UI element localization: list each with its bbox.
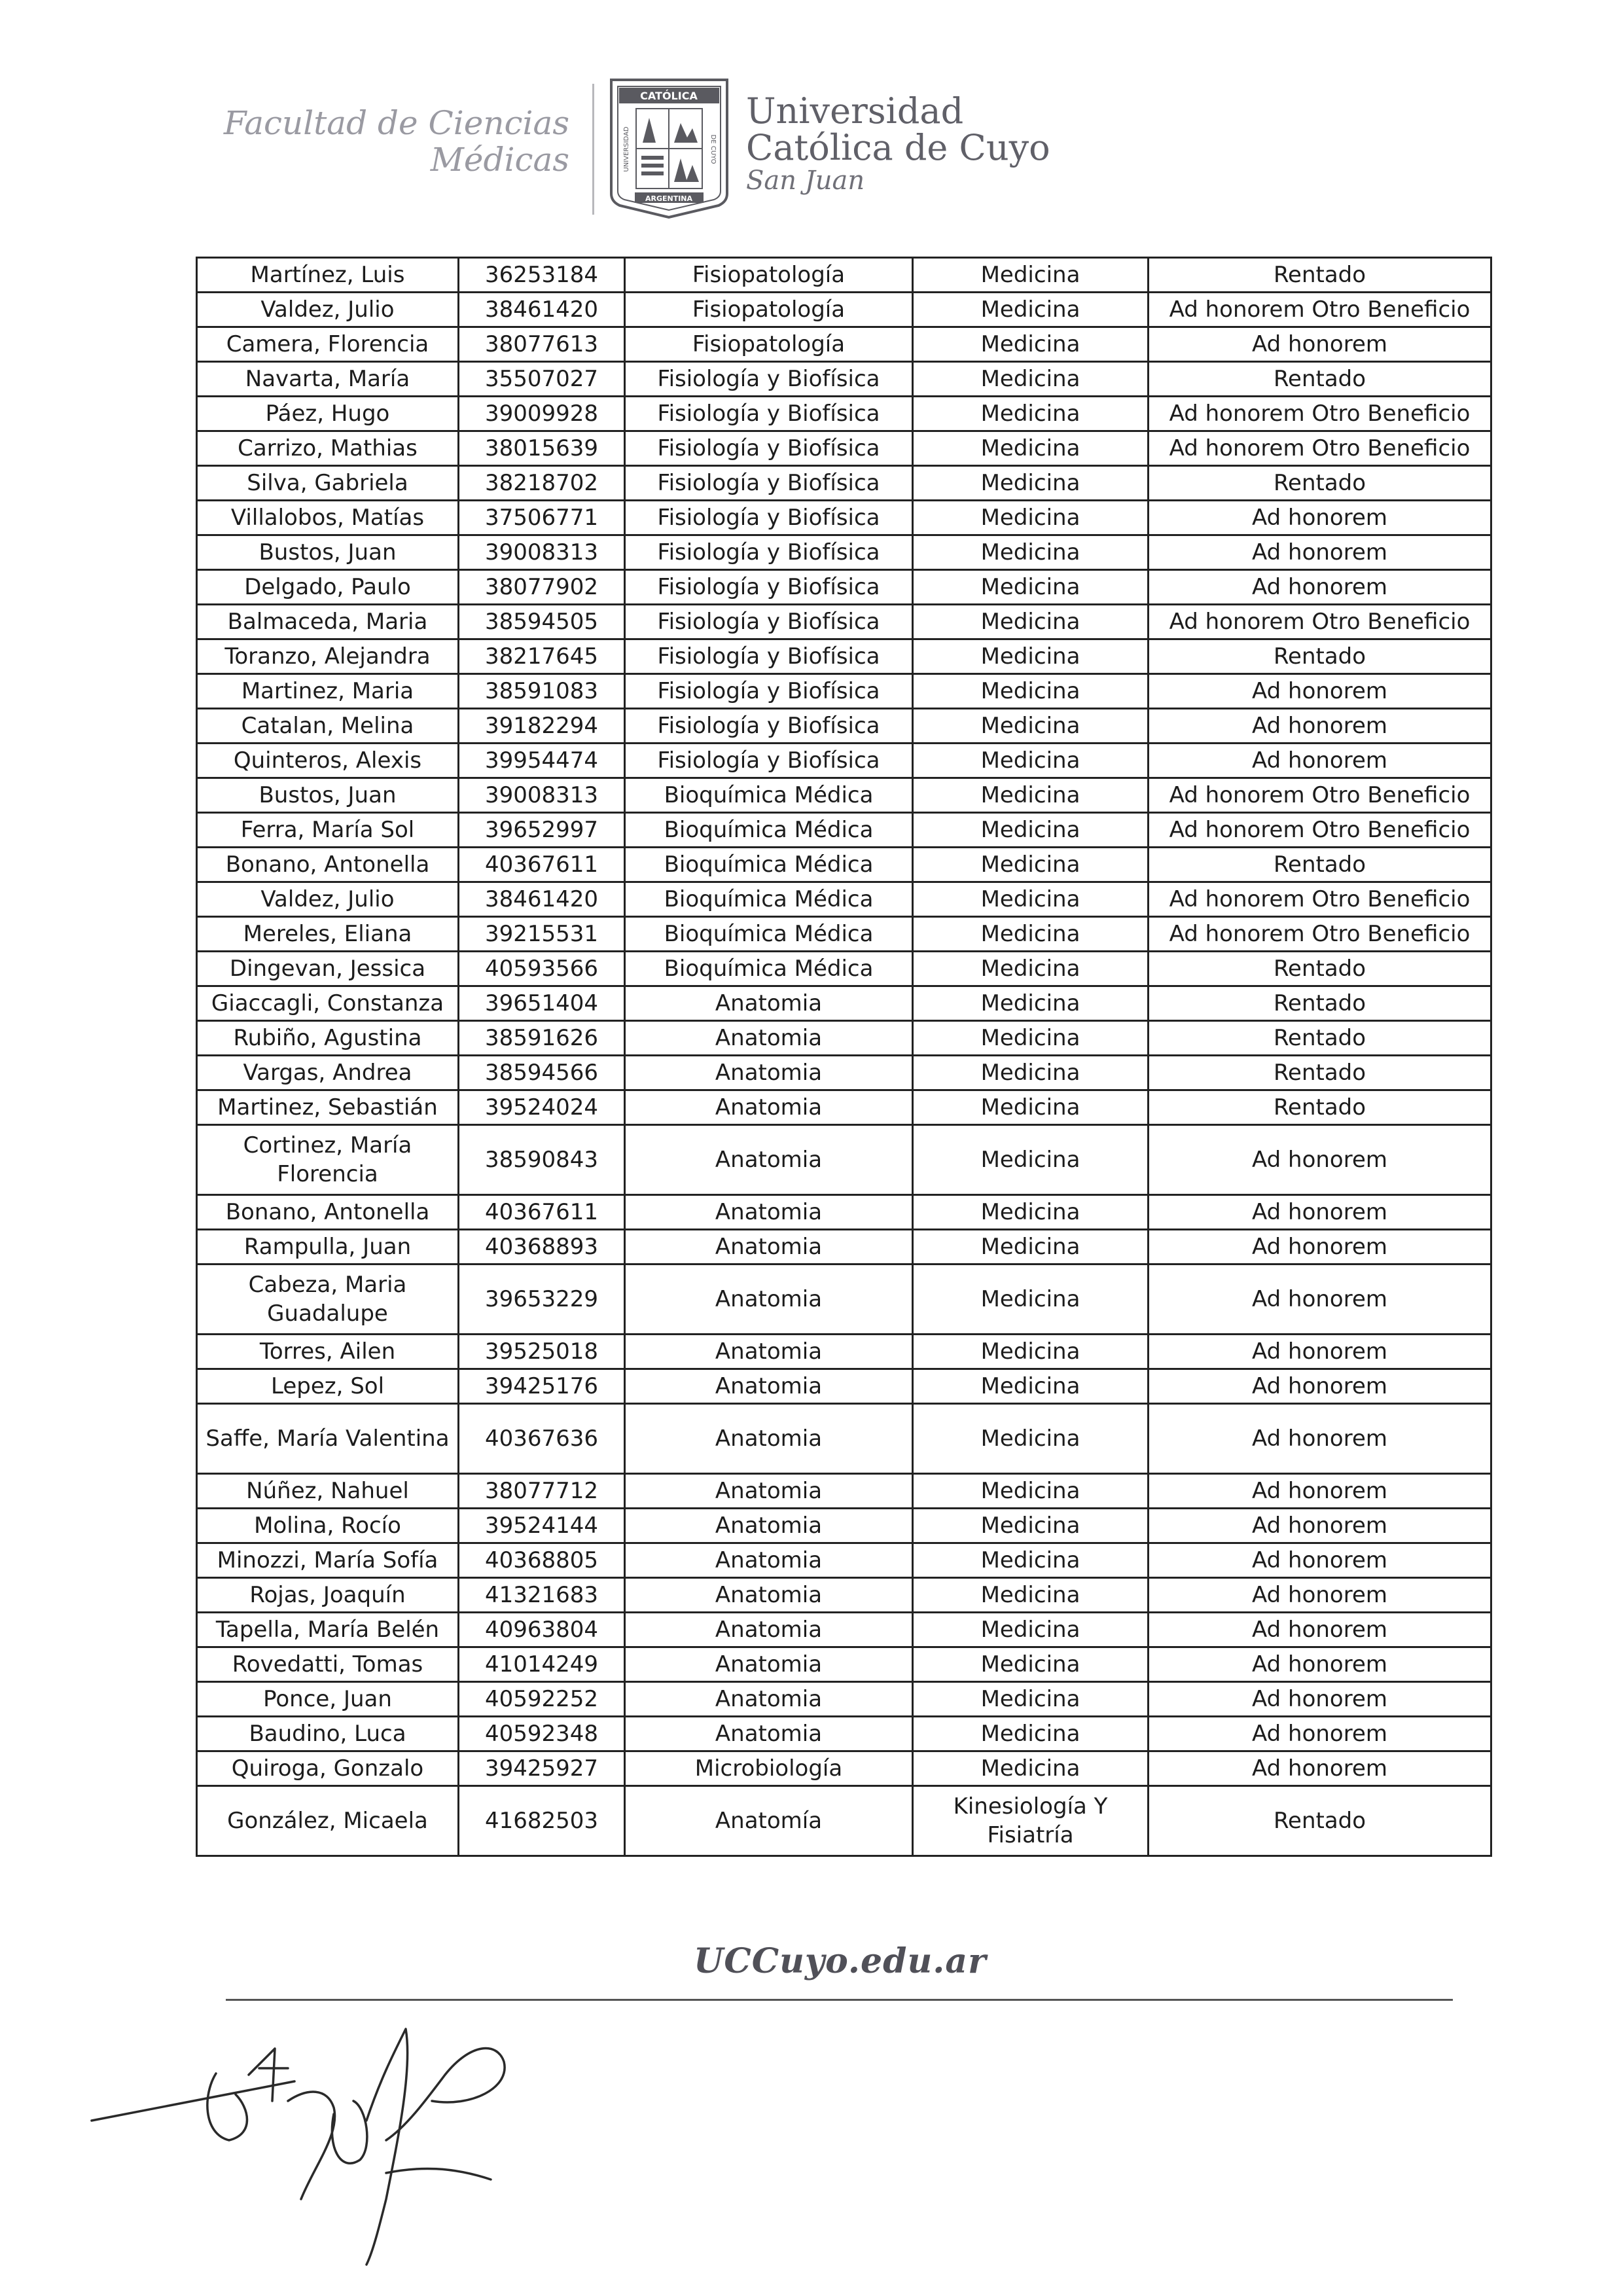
cell-career: Medicina bbox=[913, 1474, 1149, 1509]
cell-status: Rentado bbox=[1149, 1786, 1491, 1856]
cell-dni: 38077712 bbox=[459, 1474, 625, 1509]
cell-name: Mereles, Eliana bbox=[197, 917, 459, 952]
table-row bbox=[197, 1056, 1491, 1090]
cell-career: Medicina bbox=[913, 1717, 1149, 1751]
cell-career: Medicina bbox=[913, 535, 1149, 570]
table-row bbox=[197, 1090, 1491, 1125]
cell-career: Medicina bbox=[913, 1125, 1149, 1195]
crest-text-left: UNIVERSIDAD bbox=[623, 126, 630, 172]
university-name-line1: Universidad bbox=[746, 90, 964, 132]
cell-name: Rubiño, Agustina bbox=[197, 1021, 459, 1056]
cell-status: Rentado bbox=[1149, 466, 1491, 501]
cell-status: Ad honorem bbox=[1149, 1474, 1491, 1509]
cell-dni: 40367636 bbox=[459, 1404, 625, 1474]
table-row bbox=[197, 882, 1491, 917]
cell-subject: Fisiología y Biofísica bbox=[625, 501, 913, 535]
cell-name: Navarta, María bbox=[197, 362, 459, 397]
cell-status: Ad honorem bbox=[1149, 1509, 1491, 1543]
cell-status: Rentado bbox=[1149, 1056, 1491, 1090]
cell-status: Ad honorem bbox=[1149, 1717, 1491, 1751]
cell-dni: 40592348 bbox=[459, 1717, 625, 1751]
faculty-name-line2: Médicas bbox=[430, 141, 569, 179]
cell-status: Rentado bbox=[1149, 986, 1491, 1021]
cell-status: Ad honorem Otro Beneficio bbox=[1149, 778, 1491, 813]
cell-name: Cortinez, María Florencia bbox=[197, 1125, 459, 1195]
table-row bbox=[197, 466, 1491, 501]
faculty-name bbox=[223, 105, 569, 178]
cell-career: Medicina bbox=[913, 605, 1149, 639]
cell-name: Núñez, Nahuel bbox=[197, 1474, 459, 1509]
cell-name: Balmaceda, Maria bbox=[197, 605, 459, 639]
table-row bbox=[197, 639, 1491, 674]
cell-career: Medicina bbox=[913, 431, 1149, 466]
cell-dni: 38218702 bbox=[459, 466, 625, 501]
cell-subject: Microbiología bbox=[625, 1751, 913, 1786]
cell-dni: 39524144 bbox=[459, 1509, 625, 1543]
cell-subject: Fisiología y Biofísica bbox=[625, 605, 913, 639]
cell-status: Rentado bbox=[1149, 258, 1491, 293]
table-row bbox=[197, 1509, 1491, 1543]
cell-career: Medicina bbox=[913, 674, 1149, 709]
cell-subject: Anatomia bbox=[625, 1509, 913, 1543]
cell-career: Medicina bbox=[913, 501, 1149, 535]
cell-subject: Anatomia bbox=[625, 1578, 913, 1613]
cell-subject: Anatomia bbox=[625, 1265, 913, 1335]
table-row bbox=[197, 1543, 1491, 1578]
cell-subject: Anatomia bbox=[625, 1369, 913, 1404]
cell-status: Ad honorem bbox=[1149, 1682, 1491, 1717]
table-row bbox=[197, 327, 1491, 362]
cell-dni: 39525018 bbox=[459, 1335, 625, 1369]
cell-career: Medicina bbox=[913, 466, 1149, 501]
cell-dni: 38594566 bbox=[459, 1056, 625, 1090]
cell-status: Ad honorem bbox=[1149, 1647, 1491, 1682]
university-city: San Juan bbox=[746, 166, 865, 196]
cell-name: Delgado, Paulo bbox=[197, 570, 459, 605]
cell-status: Ad honorem bbox=[1149, 535, 1491, 570]
table-row bbox=[197, 1335, 1491, 1369]
cell-career: Medicina bbox=[913, 258, 1149, 293]
cell-dni: 39008313 bbox=[459, 778, 625, 813]
cell-name: Valdez, Julio bbox=[197, 293, 459, 327]
cell-career: Medicina bbox=[913, 1369, 1149, 1404]
table-row bbox=[197, 1125, 1491, 1195]
cell-name: Toranzo, Alejandra bbox=[197, 639, 459, 674]
cell-dni: 39425176 bbox=[459, 1369, 625, 1404]
cell-career: Medicina bbox=[913, 709, 1149, 744]
cell-subject: Fisiopatología bbox=[625, 293, 913, 327]
cell-dni: 37506771 bbox=[459, 501, 625, 535]
cell-name: Bonano, Antonella bbox=[197, 848, 459, 882]
footer-divider bbox=[226, 1999, 1453, 2001]
cell-subject: Fisiología y Biofísica bbox=[625, 466, 913, 501]
table-row bbox=[197, 674, 1491, 709]
cell-status: Ad honorem Otro Beneficio bbox=[1149, 605, 1491, 639]
table-row bbox=[197, 986, 1491, 1021]
table-row bbox=[197, 1647, 1491, 1682]
cell-subject: Anatomia bbox=[625, 1474, 913, 1509]
handwritten-signature bbox=[79, 2003, 602, 2278]
table-row bbox=[197, 1578, 1491, 1613]
cell-name: Ponce, Juan bbox=[197, 1682, 459, 1717]
cell-subject: Fisiología y Biofísica bbox=[625, 397, 913, 431]
table-row bbox=[197, 605, 1491, 639]
cell-subject: Anatomia bbox=[625, 1021, 913, 1056]
cell-dni: 39009928 bbox=[459, 397, 625, 431]
cell-subject: Anatomia bbox=[625, 1195, 913, 1230]
cell-name: Camera, Florencia bbox=[197, 327, 459, 362]
cell-dni: 39182294 bbox=[459, 709, 625, 744]
table-row bbox=[197, 813, 1491, 848]
cell-dni: 39215531 bbox=[459, 917, 625, 952]
cell-name: Páez, Hugo bbox=[197, 397, 459, 431]
cell-career: Medicina bbox=[913, 778, 1149, 813]
cell-career: Medicina bbox=[913, 1265, 1149, 1335]
staff-table-body bbox=[197, 258, 1491, 1856]
table-row bbox=[197, 293, 1491, 327]
cell-career: Medicina bbox=[913, 1404, 1149, 1474]
cell-dni: 38594505 bbox=[459, 605, 625, 639]
cell-dni: 38590843 bbox=[459, 1125, 625, 1195]
cell-subject: Fisiología y Biofísica bbox=[625, 744, 913, 778]
faculty-name-line1: Facultad de Ciencias bbox=[223, 104, 569, 142]
crest-text-bottom: ARGENTINA bbox=[645, 194, 693, 203]
cell-subject: Fisiología y Biofísica bbox=[625, 674, 913, 709]
cell-status: Ad honorem bbox=[1149, 1125, 1491, 1195]
cell-status: Ad honorem bbox=[1149, 1369, 1491, 1404]
table-row bbox=[197, 778, 1491, 813]
cell-dni: 39954474 bbox=[459, 744, 625, 778]
cell-dni: 39008313 bbox=[459, 535, 625, 570]
cell-career: Medicina bbox=[913, 1090, 1149, 1125]
crest-text-right: DE CUYO bbox=[709, 134, 717, 164]
cell-subject: Anatomia bbox=[625, 1056, 913, 1090]
cell-dni: 39425927 bbox=[459, 1751, 625, 1786]
cell-career: Medicina bbox=[913, 293, 1149, 327]
cell-status: Ad honorem bbox=[1149, 501, 1491, 535]
cell-subject: Bioquímica Médica bbox=[625, 952, 913, 986]
cell-career: Medicina bbox=[913, 1578, 1149, 1613]
table-row bbox=[197, 917, 1491, 952]
cell-status: Rentado bbox=[1149, 952, 1491, 986]
cell-name: Martínez, Luis bbox=[197, 258, 459, 293]
cell-name: González, Micaela bbox=[197, 1786, 459, 1856]
cell-status: Ad honorem bbox=[1149, 1195, 1491, 1230]
cell-dni: 38461420 bbox=[459, 882, 625, 917]
cell-subject: Fisiología y Biofísica bbox=[625, 431, 913, 466]
cell-name: Martinez, Sebastián bbox=[197, 1090, 459, 1125]
table-row bbox=[197, 1230, 1491, 1265]
cell-name: Carrizo, Mathias bbox=[197, 431, 459, 466]
table-row bbox=[197, 848, 1491, 882]
cell-status: Rentado bbox=[1149, 1090, 1491, 1125]
table-row bbox=[197, 1404, 1491, 1474]
staff-table bbox=[196, 257, 1492, 1857]
cell-subject: Fisiología y Biofísica bbox=[625, 570, 913, 605]
cell-dni: 39524024 bbox=[459, 1090, 625, 1125]
cell-subject: Bioquímica Médica bbox=[625, 848, 913, 882]
cell-dni: 40368893 bbox=[459, 1230, 625, 1265]
cell-dni: 40592252 bbox=[459, 1682, 625, 1717]
cell-name: Catalan, Melina bbox=[197, 709, 459, 744]
table-row bbox=[197, 1682, 1491, 1717]
cell-subject: Bioquímica Médica bbox=[625, 813, 913, 848]
cell-subject: Anatomia bbox=[625, 1230, 913, 1265]
cell-career: Medicina bbox=[913, 1056, 1149, 1090]
cell-dni: 38591083 bbox=[459, 674, 625, 709]
table-row bbox=[197, 1786, 1491, 1856]
table-row bbox=[197, 1195, 1491, 1230]
cell-career: Medicina bbox=[913, 1335, 1149, 1369]
header-divider bbox=[592, 84, 594, 215]
cell-status: Ad honorem bbox=[1149, 1265, 1491, 1335]
university-crest-icon bbox=[609, 77, 730, 220]
cell-subject: Anatomia bbox=[625, 1404, 913, 1474]
cell-subject: Bioquímica Médica bbox=[625, 917, 913, 952]
table-row bbox=[197, 570, 1491, 605]
cell-career: Medicina bbox=[913, 917, 1149, 952]
cell-career: Medicina bbox=[913, 882, 1149, 917]
cell-dni: 41682503 bbox=[459, 1786, 625, 1856]
cell-career: Medicina bbox=[913, 813, 1149, 848]
cell-subject: Fisiología y Biofísica bbox=[625, 362, 913, 397]
cell-subject: Fisiología y Biofísica bbox=[625, 639, 913, 674]
table-row bbox=[197, 744, 1491, 778]
cell-subject: Anatomia bbox=[625, 1543, 913, 1578]
cell-name: Molina, Rocío bbox=[197, 1509, 459, 1543]
cell-subject: Fisiología y Biofísica bbox=[625, 709, 913, 744]
cell-status: Ad honorem bbox=[1149, 1751, 1491, 1786]
cell-subject: Anatomia bbox=[625, 1125, 913, 1195]
cell-career: Medicina bbox=[913, 1647, 1149, 1682]
cell-status: Ad honorem bbox=[1149, 327, 1491, 362]
cell-subject: Anatomia bbox=[625, 1090, 913, 1125]
cell-status: Rentado bbox=[1149, 639, 1491, 674]
table-row bbox=[197, 709, 1491, 744]
cell-name: Baudino, Luca bbox=[197, 1717, 459, 1751]
cell-subject: Anatomia bbox=[625, 1335, 913, 1369]
crest-text-top: CATÓLICA bbox=[640, 90, 698, 102]
cell-name: Saffe, María Valentina bbox=[197, 1404, 459, 1474]
cell-career: Medicina bbox=[913, 1682, 1149, 1717]
cell-subject: Anatomía bbox=[625, 1786, 913, 1856]
cell-status: Ad honorem bbox=[1149, 1543, 1491, 1578]
cell-name: Bonano, Antonella bbox=[197, 1195, 459, 1230]
cell-name: Quinteros, Alexis bbox=[197, 744, 459, 778]
cell-status: Ad honorem bbox=[1149, 1230, 1491, 1265]
table-row bbox=[197, 258, 1491, 293]
cell-dni: 41321683 bbox=[459, 1578, 625, 1613]
table-row bbox=[197, 1717, 1491, 1751]
table-row bbox=[197, 362, 1491, 397]
cell-subject: Bioquímica Médica bbox=[625, 778, 913, 813]
cell-dni: 39652997 bbox=[459, 813, 625, 848]
cell-subject: Bioquímica Médica bbox=[625, 882, 913, 917]
table-row bbox=[197, 1613, 1491, 1647]
cell-status: Ad honorem bbox=[1149, 570, 1491, 605]
cell-career: Medicina bbox=[913, 1543, 1149, 1578]
cell-subject: Anatomia bbox=[625, 1647, 913, 1682]
cell-career: Medicina bbox=[913, 362, 1149, 397]
cell-dni: 35507027 bbox=[459, 362, 625, 397]
cell-dni: 40368805 bbox=[459, 1543, 625, 1578]
cell-status: Ad honorem bbox=[1149, 1335, 1491, 1369]
table-row bbox=[197, 1265, 1491, 1335]
table-row bbox=[197, 952, 1491, 986]
cell-name: Rampulla, Juan bbox=[197, 1230, 459, 1265]
cell-name: Vargas, Andrea bbox=[197, 1056, 459, 1090]
cell-name: Minozzi, María Sofía bbox=[197, 1543, 459, 1578]
cell-name: Valdez, Julio bbox=[197, 882, 459, 917]
cell-name: Rovedatti, Tomas bbox=[197, 1647, 459, 1682]
cell-status: Rentado bbox=[1149, 848, 1491, 882]
cell-career: Medicina bbox=[913, 1509, 1149, 1543]
table-row bbox=[197, 535, 1491, 570]
cell-dni: 38015639 bbox=[459, 431, 625, 466]
cell-dni: 38591626 bbox=[459, 1021, 625, 1056]
cell-dni: 40367611 bbox=[459, 848, 625, 882]
cell-status: Ad honorem Otro Beneficio bbox=[1149, 431, 1491, 466]
cell-name: Ferra, María Sol bbox=[197, 813, 459, 848]
cell-career: Medicina bbox=[913, 639, 1149, 674]
cell-career: Medicina bbox=[913, 397, 1149, 431]
cell-career: Medicina bbox=[913, 1021, 1149, 1056]
cell-name: Cabeza, Maria Guadalupe bbox=[197, 1265, 459, 1335]
cell-subject: Anatomia bbox=[625, 1613, 913, 1647]
cell-status: Ad honorem bbox=[1149, 1613, 1491, 1647]
cell-dni: 38077902 bbox=[459, 570, 625, 605]
cell-name: Dingevan, Jessica bbox=[197, 952, 459, 986]
cell-dni: 36253184 bbox=[459, 258, 625, 293]
cell-dni: 38217645 bbox=[459, 639, 625, 674]
cell-career: Medicina bbox=[913, 848, 1149, 882]
cell-status: Ad honorem Otro Beneficio bbox=[1149, 917, 1491, 952]
cell-name: Tapella, María Belén bbox=[197, 1613, 459, 1647]
table-row bbox=[197, 501, 1491, 535]
cell-dni: 39651404 bbox=[459, 986, 625, 1021]
cell-status: Ad honorem Otro Beneficio bbox=[1149, 293, 1491, 327]
university-name-line2: Católica de Cuyo bbox=[746, 127, 1050, 168]
footer-website: UCCuyo.edu.ar bbox=[694, 1941, 987, 1981]
cell-career: Kinesiología Y Fisiatría bbox=[913, 1786, 1149, 1856]
cell-career: Medicina bbox=[913, 1751, 1149, 1786]
cell-status: Rentado bbox=[1149, 1021, 1491, 1056]
cell-status: Ad honorem Otro Beneficio bbox=[1149, 397, 1491, 431]
cell-dni: 40963804 bbox=[459, 1613, 625, 1647]
cell-career: Medicina bbox=[913, 1230, 1149, 1265]
table-row bbox=[197, 397, 1491, 431]
cell-dni: 41014249 bbox=[459, 1647, 625, 1682]
cell-name: Quiroga, Gonzalo bbox=[197, 1751, 459, 1786]
cell-name: Rojas, Joaquín bbox=[197, 1578, 459, 1613]
cell-dni: 39653229 bbox=[459, 1265, 625, 1335]
cell-career: Medicina bbox=[913, 327, 1149, 362]
staff-table-container bbox=[196, 257, 1490, 1857]
cell-subject: Anatomia bbox=[625, 1717, 913, 1751]
cell-name: Lepez, Sol bbox=[197, 1369, 459, 1404]
cell-status: Ad honorem bbox=[1149, 709, 1491, 744]
cell-career: Medicina bbox=[913, 1613, 1149, 1647]
cell-subject: Anatomia bbox=[625, 986, 913, 1021]
table-row bbox=[197, 431, 1491, 466]
cell-career: Medicina bbox=[913, 570, 1149, 605]
cell-dni: 38077613 bbox=[459, 327, 625, 362]
cell-subject: Anatomia bbox=[625, 1682, 913, 1717]
cell-status: Ad honorem Otro Beneficio bbox=[1149, 882, 1491, 917]
cell-name: Martinez, Maria bbox=[197, 674, 459, 709]
cell-name: Villalobos, Matías bbox=[197, 501, 459, 535]
cell-name: Bustos, Juan bbox=[197, 535, 459, 570]
cell-subject: Fisiopatología bbox=[625, 258, 913, 293]
cell-career: Medicina bbox=[913, 744, 1149, 778]
cell-career: Medicina bbox=[913, 1195, 1149, 1230]
university-name bbox=[746, 90, 1050, 196]
cell-status: Ad honorem bbox=[1149, 674, 1491, 709]
cell-name: Torres, Ailen bbox=[197, 1335, 459, 1369]
cell-status: Ad honorem bbox=[1149, 744, 1491, 778]
table-row bbox=[197, 1474, 1491, 1509]
cell-career: Medicina bbox=[913, 952, 1149, 986]
cell-dni: 40593566 bbox=[459, 952, 625, 986]
cell-name: Silva, Gabriela bbox=[197, 466, 459, 501]
cell-career: Medicina bbox=[913, 986, 1149, 1021]
table-row bbox=[197, 1751, 1491, 1786]
cell-status: Ad honorem Otro Beneficio bbox=[1149, 813, 1491, 848]
cell-dni: 38461420 bbox=[459, 293, 625, 327]
cell-status: Ad honorem bbox=[1149, 1578, 1491, 1613]
cell-status: Rentado bbox=[1149, 362, 1491, 397]
table-row bbox=[197, 1021, 1491, 1056]
cell-status: Ad honorem bbox=[1149, 1404, 1491, 1474]
cell-dni: 40367611 bbox=[459, 1195, 625, 1230]
cell-name: Giaccagli, Constanza bbox=[197, 986, 459, 1021]
cell-subject: Fisiopatología bbox=[625, 327, 913, 362]
table-row bbox=[197, 1369, 1491, 1404]
cell-subject: Fisiología y Biofísica bbox=[625, 535, 913, 570]
cell-name: Bustos, Juan bbox=[197, 778, 459, 813]
